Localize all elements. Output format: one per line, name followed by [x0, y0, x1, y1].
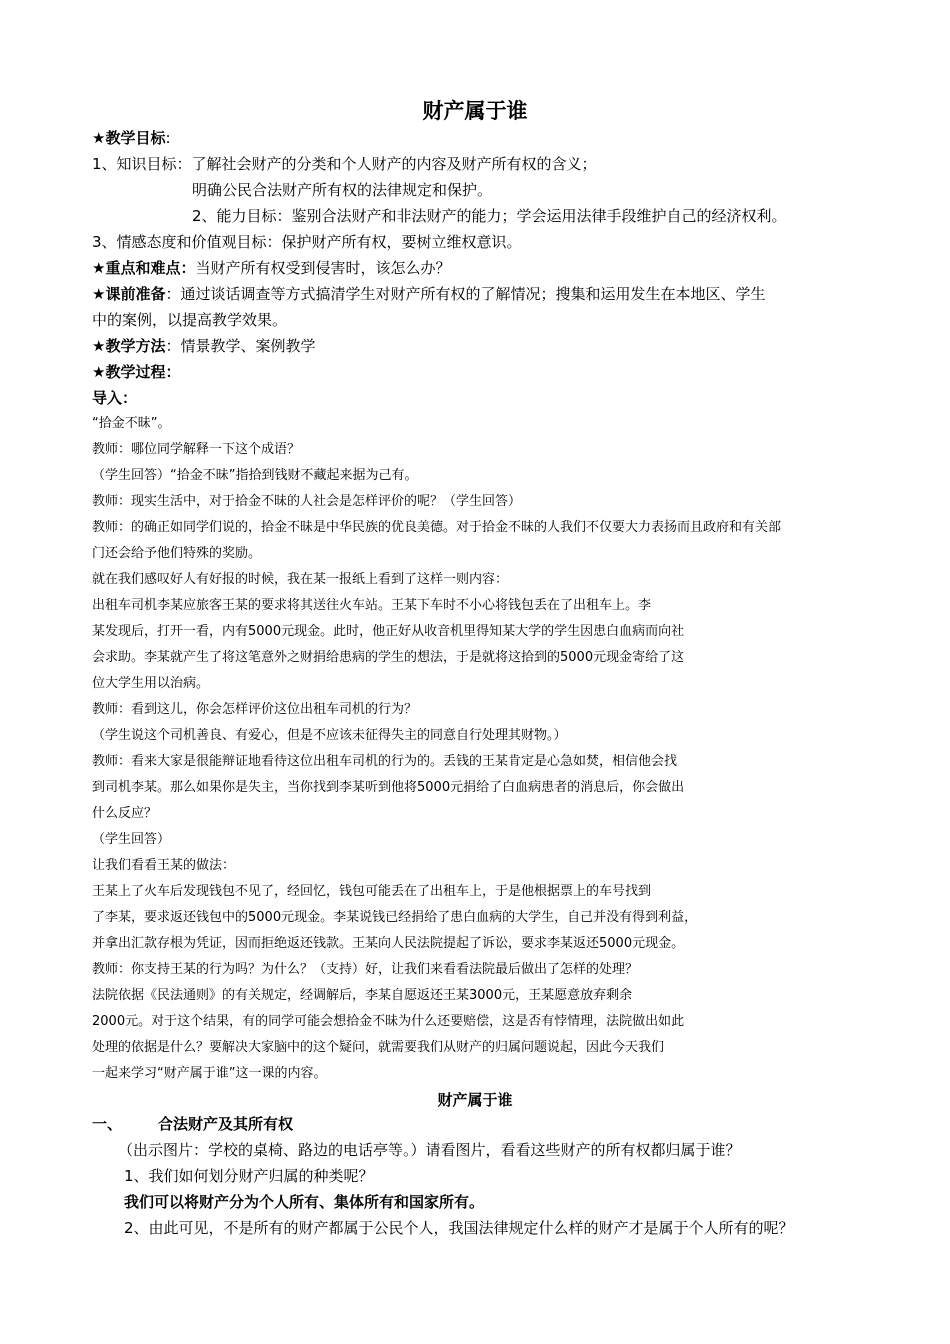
- intro-line: 王某上了火车后发现钱包不见了，经回忆，钱包可能丢在了出租车上，于是他根据票上的车号找到: [92, 884, 652, 899]
- goal-knowledge-cont: 明确公民合法财产所有权的法律规定和保护。: [192, 181, 493, 199]
- intro-line: 一起来学习“财产属于谁”这一课的内容。: [92, 1066, 327, 1081]
- goals-label: ★教学目标: [92, 129, 166, 147]
- section-answer-1: 我们可以将财产分为个人所有、集体所有和国家所有。: [124, 1193, 485, 1211]
- intro-line: 2000元。对于这个结果，有的同学可能会想拾金不昧为什么还要赔偿，这是否有悖情理，法院做出如此: [92, 1014, 685, 1029]
- intro-line: 某发现后，打开一看，内有5000元现金。此时，他正好从收音机里得知某大学的学生因患白血病而向社: [92, 624, 685, 639]
- key-label: ★重点和难点：: [92, 259, 196, 277]
- intro-line: 教师：现实生活中，对于拾金不昧的人社会是怎样评价的呢？（学生回答）: [92, 494, 522, 509]
- section-question-1: 1、我们如何划分财产归属的种类呢？: [124, 1167, 374, 1185]
- prep-text: ：通过谈话调查等方式搞清学生对财产所有权的了解情况；搜集和运用发生在本地区、学生: [165, 285, 766, 303]
- key-points: [92, 261, 450, 276]
- intro-line: （学生回答）: [92, 832, 171, 847]
- intro-line: 法院依据《民法通则》的有关规定，经调解后，李某自愿返还王某3000元，王某愿意放弃剩余: [92, 988, 633, 1003]
- document-title: 财产属于谁: [422, 99, 528, 123]
- intro-line: 处理的依据是什么？要解决大家脑中的这个疑问，就需要我们从财产的归属问题说起，因此今天我们: [92, 1040, 665, 1055]
- intro-line: 门还会给予他们特殊的奖励。: [92, 546, 262, 561]
- key-text: 当财产所有权受到侵害时，该怎么办？: [195, 259, 451, 277]
- intro-line: 教师：的确正如同学们说的，拾金不昧是中华民族的优良美德。对于拾金不昧的人我们不仅要大力表扬而且政府和有关部: [92, 520, 782, 535]
- intro-line: 会求助。李某就产生了将这笔意外之财捐给患病的学生的想法，于是就将这拾到的5000元现金寄给了这: [92, 650, 685, 665]
- intro-line: （学生说这个司机善良、有爱心，但是不应该未征得失主的同意自行处理其财物。）: [92, 728, 567, 743]
- intro-line: 什么反应？: [92, 806, 158, 821]
- intro-line: 了李某，要求返还钱包中的5000元现金。李某说钱已经捐给了患白血病的大学生，自己并没有得到利益，: [92, 910, 698, 925]
- intro-line: 并拿出汇款存根为凭证，因而拒绝返还钱款。王某向人民法院提起了诉讼，要求李某返还5000元现金。: [92, 936, 685, 951]
- goals-colon: :: [165, 129, 171, 147]
- section-question-2: 2、由此可见，不是所有的财产都属于公民个人，我国法律规定什么样的财产才是属于个人所有的呢？: [124, 1219, 794, 1237]
- intro-line: 教师：你支持王某的行为吗？为什么？（支持）好，让我们来看看法院最后做出了怎样的处理？: [92, 962, 639, 977]
- goal-ability: 2、能力目标：鉴别合法财产和非法财产的能力；学会运用法律手段维护自己的经济权利。: [192, 207, 787, 225]
- intro-line: 教师：看来大家是很能辩证地看待这位出租车司机的行为的。丢钱的王某肯定是心急如焚，相信他会找: [92, 754, 678, 769]
- intro-line: 出租车司机李某应旅客王某的要求将其送往火车站。王某下车时不小心将钱包丢在了出租车上。李: [92, 598, 652, 613]
- preparation-cont: 中的案例，以提高教学效果。: [92, 311, 288, 329]
- goal-knowledge: 1、知识目标：了解社会财产的分类和个人财产的内容及财产所有权的含义；: [92, 155, 597, 173]
- intro-line: 到司机李某。那么如果你是失主，当你找到李某听到他将5000元捐给了白血病患者的消息后，你会做出: [92, 780, 685, 795]
- method-text: ：情景教学、案例教学: [165, 337, 316, 355]
- intro-line: 教师：看到这儿，你会怎样评价这位出租车司机的行为？: [92, 702, 418, 717]
- section-number: 一、: [92, 1115, 123, 1133]
- method: [92, 339, 315, 354]
- intro-line: （学生回答）“拾金不昧”指拾到钱财不藏起来据为己有。: [92, 468, 418, 483]
- intro-line: 教师：哪位同学解释一下这个成语？: [92, 442, 301, 457]
- prep-label: ★课前准备: [92, 285, 166, 303]
- process-heading: ★教学过程：: [92, 363, 181, 381]
- intro-line: “拾金不昧”。: [92, 416, 171, 431]
- section-title: 财产属于谁: [437, 1091, 513, 1109]
- intro-line: 就在我们感叹好人有好报的时候，我在某一报纸上看到了这样一则内容：: [92, 572, 509, 587]
- section-paragraph: （出示图片：学校的桌椅、路边的电话亭等。）请看图片，看看这些财产的所有权都归属于谁？: [118, 1141, 741, 1159]
- goals-heading: [92, 131, 171, 146]
- preparation: [92, 287, 765, 302]
- intro-line: 位大学生用以治病。: [92, 676, 210, 691]
- intro-line: 让我们看看王某的做法：: [92, 858, 236, 873]
- intro-heading: 导入：: [92, 389, 138, 407]
- section-heading-text: 合法财产及其所有权: [158, 1115, 294, 1133]
- goal-attitude: 3、情感态度和价值观目标：保护财产所有权，要树立维权意识。: [92, 233, 522, 251]
- method-label: ★教学方法: [92, 337, 166, 355]
- section-heading: [92, 1117, 293, 1132]
